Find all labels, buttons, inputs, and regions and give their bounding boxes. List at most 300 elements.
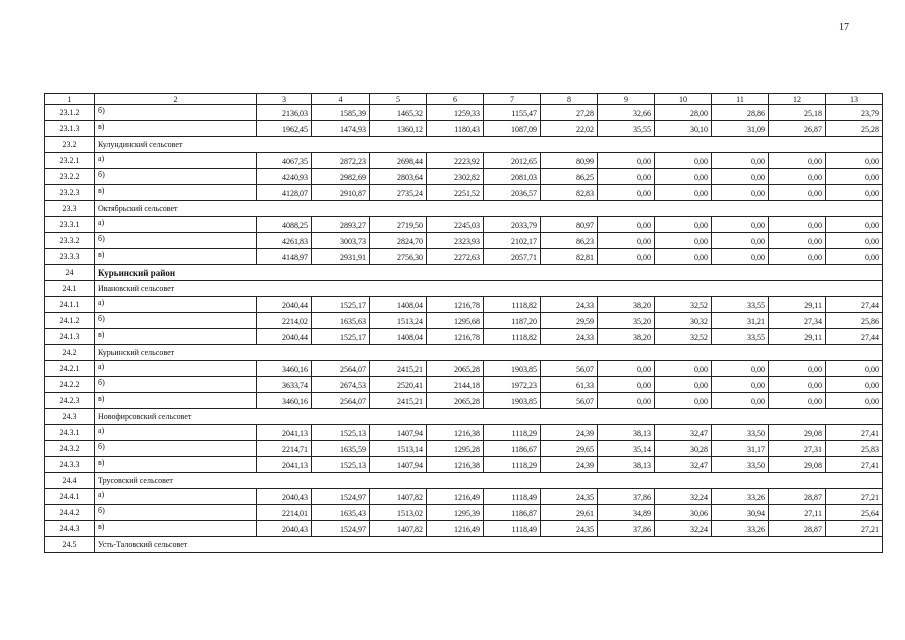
section-title: Трусовский сельсовет — [95, 473, 883, 489]
value-cell: 33,26 — [712, 521, 769, 537]
value-cell: 0,00 — [769, 377, 826, 393]
value-cell: 28,00 — [655, 105, 712, 121]
value-cell: 1216,38 — [427, 457, 484, 473]
value-cell: 1585,39 — [312, 105, 370, 121]
section-title: Новофирсовский сельсовет — [95, 409, 883, 425]
value-cell: 25,83 — [826, 441, 883, 457]
value-cell: 0,00 — [769, 249, 826, 265]
value-cell: 1216,49 — [427, 521, 484, 537]
row-number: 24.5 — [45, 537, 95, 553]
variant-label: б) — [95, 313, 257, 329]
value-cell: 35,55 — [598, 121, 655, 137]
value-cell: 86,23 — [541, 233, 598, 249]
value-cell: 30,28 — [655, 441, 712, 457]
value-cell: 0,00 — [826, 153, 883, 169]
value-cell: 56,07 — [541, 393, 598, 409]
row-number: 24.3 — [45, 409, 95, 425]
value-cell: 25,64 — [826, 505, 883, 521]
value-cell: 0,00 — [769, 217, 826, 233]
value-cell: 24,33 — [541, 329, 598, 345]
value-cell: 0,00 — [598, 169, 655, 185]
section-row — [45, 265, 883, 281]
value-cell: 29,08 — [769, 425, 826, 441]
row-number: 23.2.3 — [45, 185, 95, 201]
value-cell: 38,20 — [598, 329, 655, 345]
value-cell: 2245,03 — [427, 217, 484, 233]
table-row — [45, 105, 883, 121]
value-cell: 2323,93 — [427, 233, 484, 249]
section-row — [45, 281, 883, 297]
variant-label: в) — [95, 521, 257, 537]
table-row — [45, 169, 883, 185]
value-cell: 27,31 — [769, 441, 826, 457]
row-number: 24.1 — [45, 281, 95, 297]
table-body — [45, 94, 883, 553]
value-cell: 0,00 — [598, 185, 655, 201]
value-cell: 2415,21 — [370, 393, 427, 409]
value-cell: 30,94 — [712, 505, 769, 521]
column-header: 10 — [655, 94, 712, 105]
value-cell: 30,06 — [655, 505, 712, 521]
row-number: 24.4.1 — [45, 489, 95, 505]
value-cell: 2272,63 — [427, 249, 484, 265]
value-cell: 0,00 — [769, 185, 826, 201]
value-cell: 27,41 — [826, 457, 883, 473]
value-cell: 0,00 — [598, 393, 655, 409]
value-cell: 2910,87 — [312, 185, 370, 201]
value-cell: 1118,29 — [484, 457, 541, 473]
value-cell: 32,24 — [655, 489, 712, 505]
variant-label: в) — [95, 185, 257, 201]
value-cell: 1903,85 — [484, 393, 541, 409]
row-number: 24.2 — [45, 345, 95, 361]
value-cell: 0,00 — [712, 153, 769, 169]
value-cell: 29,08 — [769, 457, 826, 473]
value-cell: 2040,44 — [257, 329, 312, 345]
value-cell: 4261,83 — [257, 233, 312, 249]
value-cell: 1118,49 — [484, 521, 541, 537]
value-cell: 2698,44 — [370, 153, 427, 169]
value-cell: 2803,64 — [370, 169, 427, 185]
value-cell: 38,13 — [598, 457, 655, 473]
table-row — [45, 361, 883, 377]
value-cell: 27,21 — [826, 489, 883, 505]
value-cell: 1187,20 — [484, 313, 541, 329]
row-number: 23.3.1 — [45, 217, 95, 233]
value-cell: 1216,78 — [427, 297, 484, 313]
row-number: 24.4 — [45, 473, 95, 489]
value-cell: 0,00 — [655, 169, 712, 185]
value-cell: 4067,35 — [257, 153, 312, 169]
table-row — [45, 297, 883, 313]
value-cell: 27,28 — [541, 105, 598, 121]
value-cell: 24,39 — [541, 425, 598, 441]
data-table — [44, 93, 883, 553]
value-cell: 3003,73 — [312, 233, 370, 249]
variant-label: в) — [95, 249, 257, 265]
value-cell: 0,00 — [655, 217, 712, 233]
value-cell: 0,00 — [655, 249, 712, 265]
value-cell: 0,00 — [655, 185, 712, 201]
variant-label: в) — [95, 121, 257, 137]
value-cell: 1259,33 — [427, 105, 484, 121]
table-row — [45, 249, 883, 265]
section-title: Курьинский сельсовет — [95, 345, 883, 361]
row-number: 23.3.2 — [45, 233, 95, 249]
value-cell: 1407,94 — [370, 457, 427, 473]
value-cell: 1635,63 — [312, 313, 370, 329]
value-cell: 29,59 — [541, 313, 598, 329]
value-cell: 0,00 — [598, 249, 655, 265]
column-header: 3 — [257, 94, 312, 105]
column-header: 5 — [370, 94, 427, 105]
value-cell: 1635,59 — [312, 441, 370, 457]
value-cell: 38,20 — [598, 297, 655, 313]
value-cell: 0,00 — [655, 233, 712, 249]
table-row — [45, 153, 883, 169]
section-row — [45, 473, 883, 489]
value-cell: 1903,85 — [484, 361, 541, 377]
value-cell: 2756,30 — [370, 249, 427, 265]
row-number: 24.3.3 — [45, 457, 95, 473]
variant-label: а) — [95, 425, 257, 441]
table-row — [45, 329, 883, 345]
value-cell: 34,89 — [598, 505, 655, 521]
value-cell: 1408,04 — [370, 297, 427, 313]
page-number: 17 — [839, 22, 849, 33]
value-cell: 1513,24 — [370, 313, 427, 329]
value-cell: 2302,82 — [427, 169, 484, 185]
value-cell: 0,00 — [598, 361, 655, 377]
value-cell: 2136,03 — [257, 105, 312, 121]
value-cell: 0,00 — [826, 169, 883, 185]
value-cell: 1407,82 — [370, 489, 427, 505]
value-cell: 0,00 — [598, 153, 655, 169]
table-row — [45, 441, 883, 457]
section-row — [45, 409, 883, 425]
value-cell: 2223,92 — [427, 153, 484, 169]
column-header: 6 — [427, 94, 484, 105]
value-cell: 2824,70 — [370, 233, 427, 249]
value-cell: 31,09 — [712, 121, 769, 137]
value-cell: 1186,67 — [484, 441, 541, 457]
value-cell: 2041,13 — [257, 457, 312, 473]
row-number: 23.3.3 — [45, 249, 95, 265]
value-cell: 2040,43 — [257, 489, 312, 505]
value-cell: 82,83 — [541, 185, 598, 201]
value-cell: 1407,94 — [370, 425, 427, 441]
value-cell: 24,33 — [541, 297, 598, 313]
table-header-row — [45, 94, 883, 105]
table-row — [45, 121, 883, 137]
row-number: 24 — [45, 265, 95, 281]
value-cell: 1513,02 — [370, 505, 427, 521]
row-number: 23.2.2 — [45, 169, 95, 185]
value-cell: 80,99 — [541, 153, 598, 169]
variant-label: а) — [95, 297, 257, 313]
section-title: Ивановский сельсовет — [95, 281, 883, 297]
section-title: Усть-Таловский сельсовет — [95, 537, 883, 553]
value-cell: 25,86 — [826, 313, 883, 329]
section-title: Октябрьский сельсовет — [95, 201, 883, 217]
value-cell: 4240,93 — [257, 169, 312, 185]
value-cell: 29,11 — [769, 297, 826, 313]
value-cell: 28,86 — [712, 105, 769, 121]
table-row — [45, 377, 883, 393]
value-cell: 86,25 — [541, 169, 598, 185]
variant-label: в) — [95, 393, 257, 409]
value-cell: 30,10 — [655, 121, 712, 137]
value-cell: 4128,07 — [257, 185, 312, 201]
value-cell: 0,00 — [655, 361, 712, 377]
value-cell: 0,00 — [655, 153, 712, 169]
value-cell: 28,87 — [769, 489, 826, 505]
section-title: Кулундинский сельсовет — [95, 137, 883, 153]
value-cell: 2036,57 — [484, 185, 541, 201]
value-cell: 2872,23 — [312, 153, 370, 169]
value-cell: 0,00 — [769, 393, 826, 409]
value-cell: 1525,13 — [312, 457, 370, 473]
column-header: 8 — [541, 94, 598, 105]
variant-label: а) — [95, 489, 257, 505]
column-header: 12 — [769, 94, 826, 105]
value-cell: 0,00 — [769, 233, 826, 249]
value-cell: 1635,43 — [312, 505, 370, 521]
value-cell: 1295,39 — [427, 505, 484, 521]
value-cell: 3460,16 — [257, 393, 312, 409]
value-cell: 27,44 — [826, 329, 883, 345]
value-cell: 1180,43 — [427, 121, 484, 137]
value-cell: 1360,12 — [370, 121, 427, 137]
value-cell: 0,00 — [712, 393, 769, 409]
value-cell: 0,00 — [826, 185, 883, 201]
value-cell: 0,00 — [712, 169, 769, 185]
value-cell: 2057,71 — [484, 249, 541, 265]
value-cell: 1407,82 — [370, 521, 427, 537]
row-number: 24.2.1 — [45, 361, 95, 377]
table-row — [45, 521, 883, 537]
section-row — [45, 137, 883, 153]
value-cell: 33,26 — [712, 489, 769, 505]
value-cell: 1525,13 — [312, 425, 370, 441]
value-cell: 2931,91 — [312, 249, 370, 265]
value-cell: 2674,53 — [312, 377, 370, 393]
value-cell: 82,81 — [541, 249, 598, 265]
value-cell: 29,61 — [541, 505, 598, 521]
value-cell: 1118,82 — [484, 329, 541, 345]
value-cell: 25,18 — [769, 105, 826, 121]
value-cell: 1118,82 — [484, 297, 541, 313]
value-cell: 0,00 — [598, 377, 655, 393]
column-header: 13 — [826, 94, 883, 105]
value-cell: 2251,52 — [427, 185, 484, 201]
value-cell: 27,41 — [826, 425, 883, 441]
value-cell: 2735,24 — [370, 185, 427, 201]
column-header: 2 — [95, 94, 257, 105]
value-cell: 1524,97 — [312, 521, 370, 537]
value-cell: 1295,28 — [427, 441, 484, 457]
value-cell: 4088,25 — [257, 217, 312, 233]
column-header: 9 — [598, 94, 655, 105]
value-cell: 0,00 — [826, 361, 883, 377]
variant-label: б) — [95, 505, 257, 521]
value-cell: 1972,23 — [484, 377, 541, 393]
value-cell: 2564,07 — [312, 361, 370, 377]
value-cell: 1186,87 — [484, 505, 541, 521]
value-cell: 0,00 — [712, 377, 769, 393]
row-number: 23.1.2 — [45, 105, 95, 121]
value-cell: 35,14 — [598, 441, 655, 457]
value-cell: 26,87 — [769, 121, 826, 137]
value-cell: 0,00 — [712, 361, 769, 377]
variant-label: б) — [95, 377, 257, 393]
value-cell: 30,32 — [655, 313, 712, 329]
row-number: 24.4.2 — [45, 505, 95, 521]
value-cell: 0,00 — [769, 153, 826, 169]
value-cell: 27,21 — [826, 521, 883, 537]
row-number: 24.2.2 — [45, 377, 95, 393]
value-cell: 32,47 — [655, 457, 712, 473]
value-cell: 31,17 — [712, 441, 769, 457]
value-cell: 2719,50 — [370, 217, 427, 233]
table-row — [45, 313, 883, 329]
value-cell: 1524,97 — [312, 489, 370, 505]
value-cell: 32,47 — [655, 425, 712, 441]
value-cell: 0,00 — [655, 393, 712, 409]
value-cell: 1118,49 — [484, 489, 541, 505]
variant-label: в) — [95, 457, 257, 473]
value-cell: 2214,02 — [257, 313, 312, 329]
value-cell: 0,00 — [655, 377, 712, 393]
value-cell: 0,00 — [712, 233, 769, 249]
row-number: 24.4.3 — [45, 521, 95, 537]
value-cell: 27,11 — [769, 505, 826, 521]
variant-label: а) — [95, 153, 257, 169]
value-cell: 32,24 — [655, 521, 712, 537]
table-row — [45, 457, 883, 473]
row-number: 24.2.3 — [45, 393, 95, 409]
value-cell: 2065,28 — [427, 361, 484, 377]
value-cell: 33,50 — [712, 425, 769, 441]
value-cell: 0,00 — [826, 249, 883, 265]
value-cell: 0,00 — [769, 169, 826, 185]
value-cell: 31,21 — [712, 313, 769, 329]
value-cell: 0,00 — [598, 217, 655, 233]
row-number: 24.3.1 — [45, 425, 95, 441]
value-cell: 0,00 — [769, 361, 826, 377]
section-row — [45, 201, 883, 217]
value-cell: 1474,93 — [312, 121, 370, 137]
value-cell: 2102,17 — [484, 233, 541, 249]
value-cell: 1513,14 — [370, 441, 427, 457]
value-cell: 24,39 — [541, 457, 598, 473]
value-cell: 1465,32 — [370, 105, 427, 121]
value-cell: 3460,16 — [257, 361, 312, 377]
value-cell: 24,35 — [541, 489, 598, 505]
value-cell: 1216,49 — [427, 489, 484, 505]
value-cell: 0,00 — [712, 185, 769, 201]
value-cell: 1118,29 — [484, 425, 541, 441]
value-cell: 2893,27 — [312, 217, 370, 233]
value-cell: 1087,09 — [484, 121, 541, 137]
value-cell: 23,79 — [826, 105, 883, 121]
value-cell: 1962,45 — [257, 121, 312, 137]
column-header: 7 — [484, 94, 541, 105]
table-row — [45, 185, 883, 201]
column-header: 11 — [712, 94, 769, 105]
value-cell: 2065,28 — [427, 393, 484, 409]
value-cell: 25,28 — [826, 121, 883, 137]
value-cell: 38,13 — [598, 425, 655, 441]
value-cell: 1525,17 — [312, 297, 370, 313]
variant-label: б) — [95, 105, 257, 121]
value-cell: 3633,74 — [257, 377, 312, 393]
value-cell: 2520,41 — [370, 377, 427, 393]
value-cell: 27,34 — [769, 313, 826, 329]
row-number: 24.1.3 — [45, 329, 95, 345]
column-header: 1 — [45, 94, 95, 105]
value-cell: 2144,18 — [427, 377, 484, 393]
variant-label: б) — [95, 441, 257, 457]
value-cell: 56,07 — [541, 361, 598, 377]
value-cell: 2415,21 — [370, 361, 427, 377]
value-cell: 0,00 — [826, 393, 883, 409]
value-cell: 0,00 — [712, 217, 769, 233]
variant-label: б) — [95, 169, 257, 185]
value-cell: 2214,71 — [257, 441, 312, 457]
value-cell: 61,33 — [541, 377, 598, 393]
table-row — [45, 489, 883, 505]
value-cell: 28,87 — [769, 521, 826, 537]
value-cell: 1295,68 — [427, 313, 484, 329]
row-number: 23.2.1 — [45, 153, 95, 169]
table-row — [45, 393, 883, 409]
table-row — [45, 233, 883, 249]
row-number: 23.1.3 — [45, 121, 95, 137]
column-header: 4 — [312, 94, 370, 105]
value-cell: 1216,38 — [427, 425, 484, 441]
value-cell: 27,44 — [826, 297, 883, 313]
value-cell: 33,55 — [712, 329, 769, 345]
row-number: 24.1.2 — [45, 313, 95, 329]
value-cell: 33,50 — [712, 457, 769, 473]
value-cell: 2040,44 — [257, 297, 312, 313]
value-cell: 2564,07 — [312, 393, 370, 409]
value-cell: 1155,47 — [484, 105, 541, 121]
value-cell: 35,20 — [598, 313, 655, 329]
row-number: 23.2 — [45, 137, 95, 153]
row-number: 24.1.1 — [45, 297, 95, 313]
value-cell: 80,97 — [541, 217, 598, 233]
value-cell: 1525,17 — [312, 329, 370, 345]
value-cell: 1408,04 — [370, 329, 427, 345]
value-cell: 2081,03 — [484, 169, 541, 185]
value-cell: 1216,78 — [427, 329, 484, 345]
value-cell: 24,35 — [541, 521, 598, 537]
variant-label: а) — [95, 361, 257, 377]
table-row — [45, 425, 883, 441]
section-row — [45, 345, 883, 361]
row-number: 24.3.2 — [45, 441, 95, 457]
variant-label: в) — [95, 329, 257, 345]
value-cell: 4148,97 — [257, 249, 312, 265]
value-cell: 2041,13 — [257, 425, 312, 441]
section-row — [45, 537, 883, 553]
row-number: 23.3 — [45, 201, 95, 217]
section-title: Курьинский район — [95, 265, 883, 281]
value-cell: 37,86 — [598, 521, 655, 537]
variant-label: а) — [95, 217, 257, 233]
